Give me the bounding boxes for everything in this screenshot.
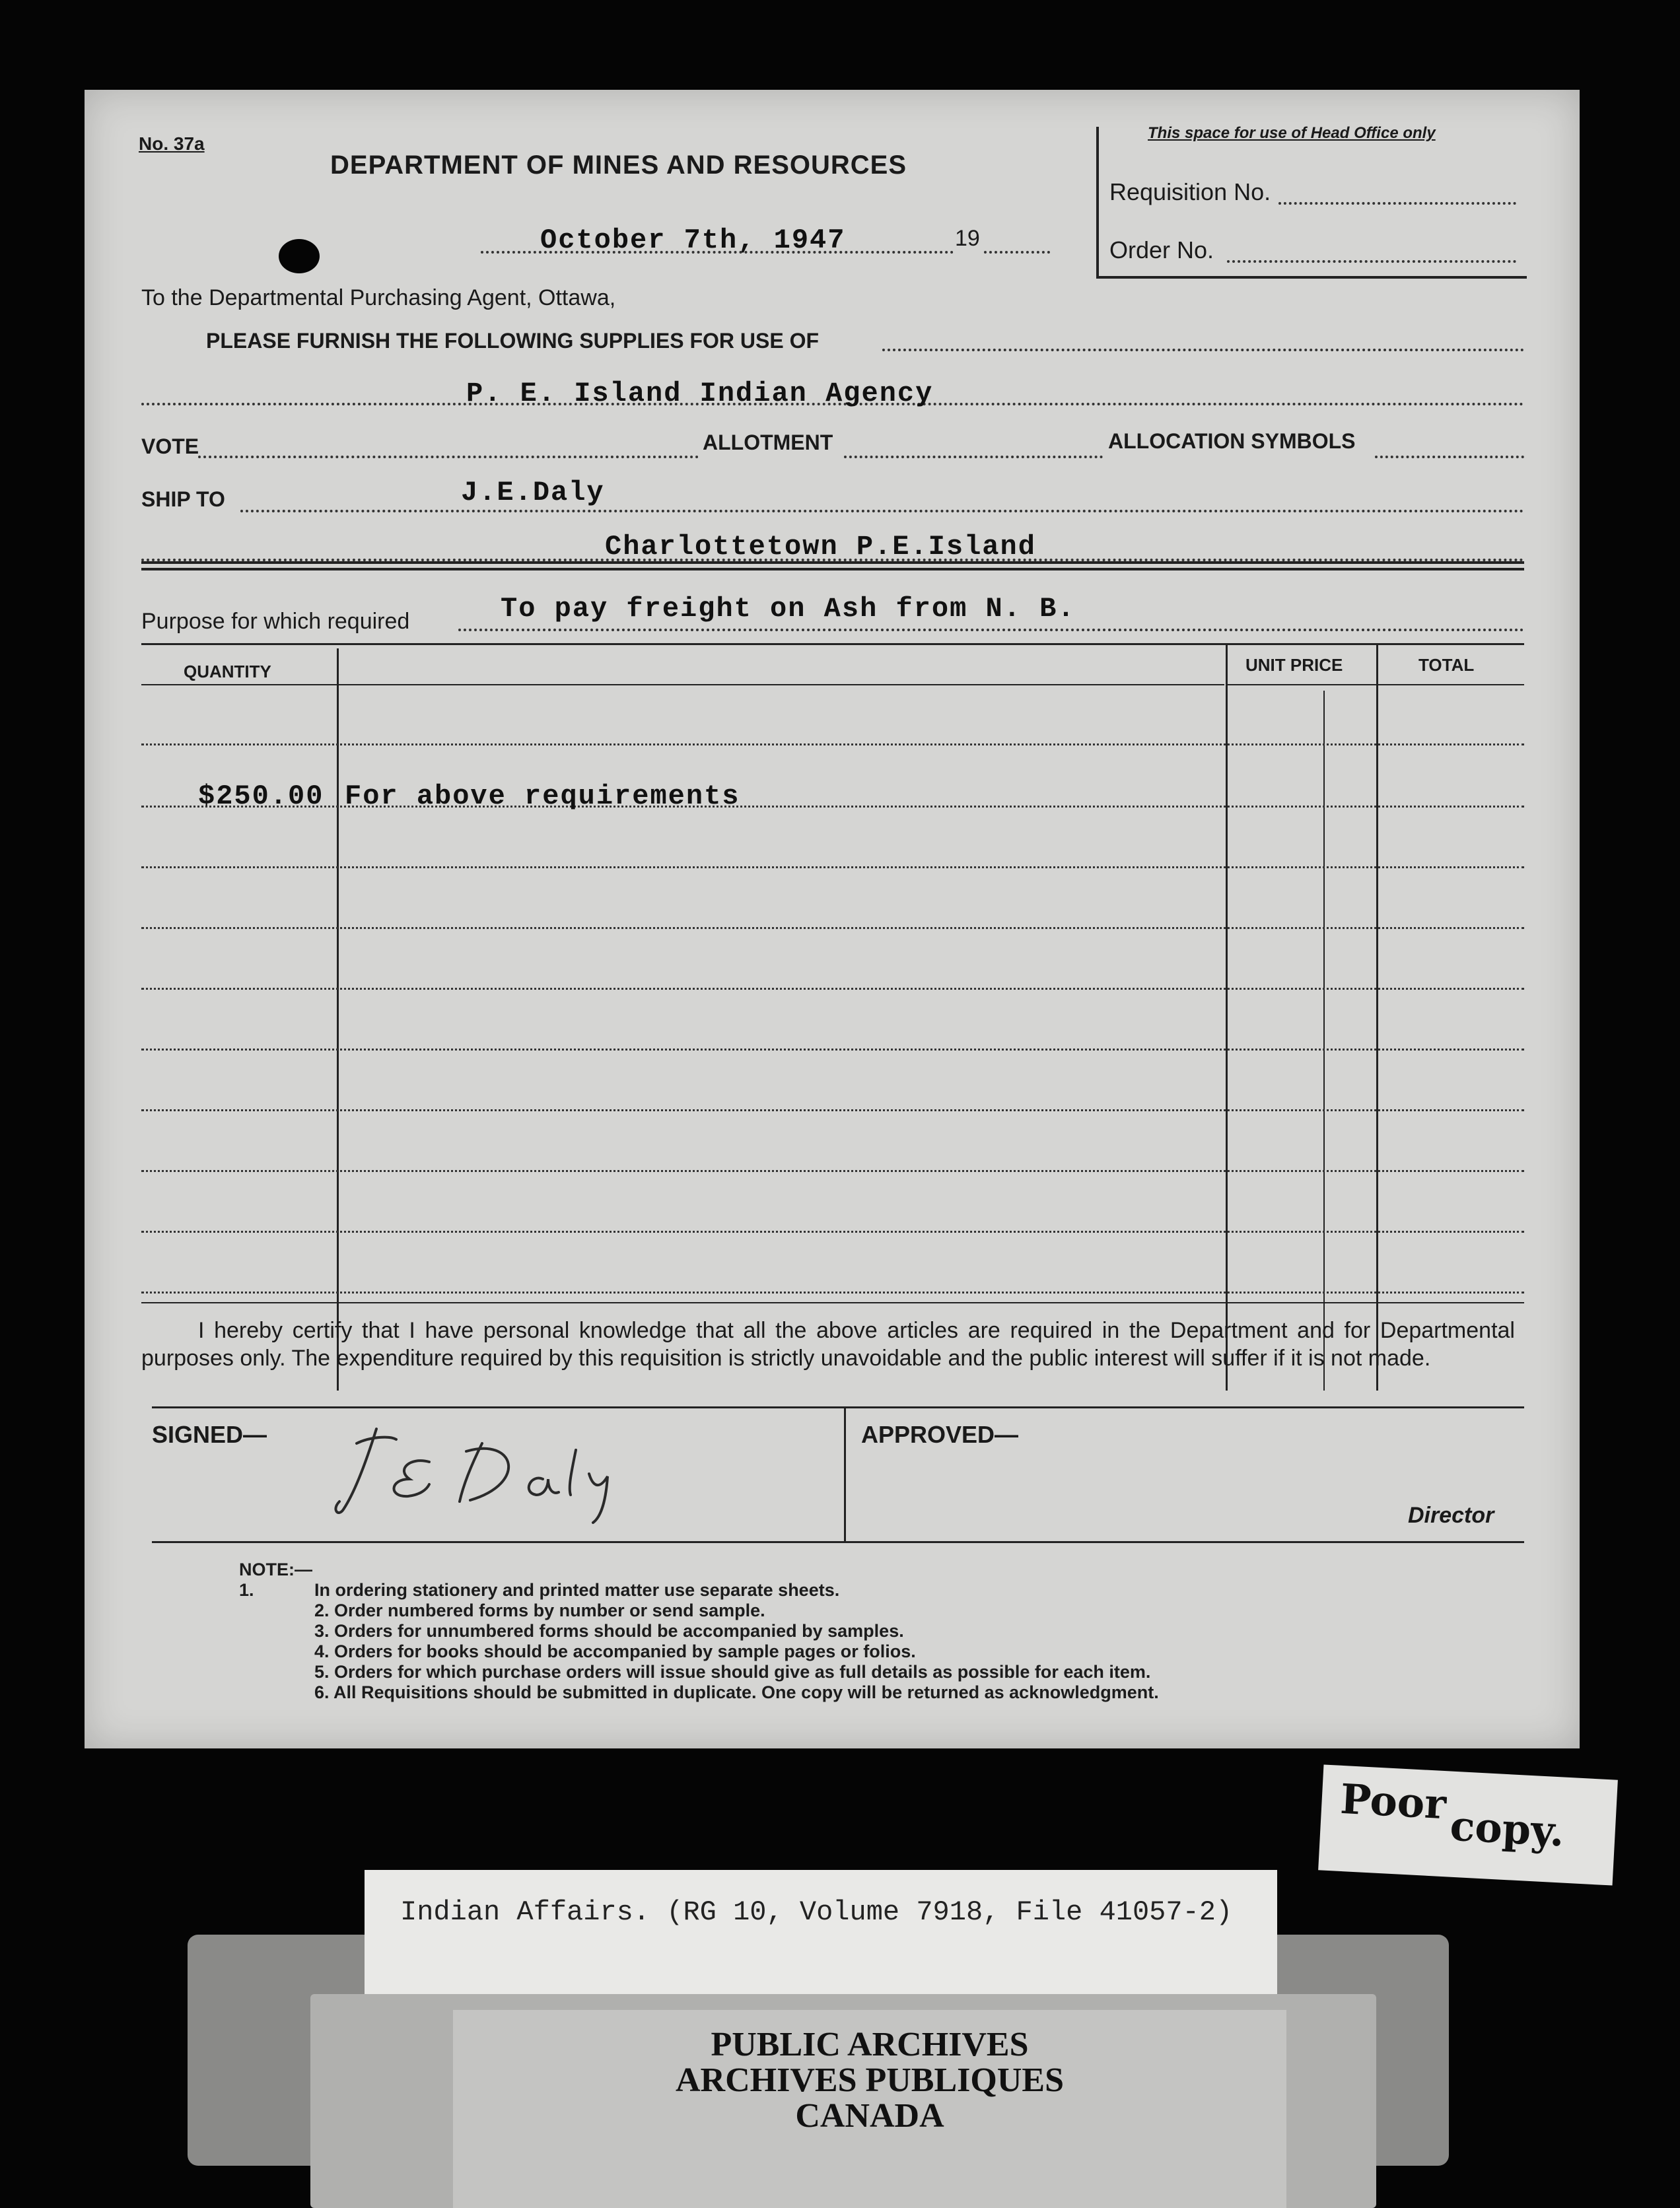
item-row-line <box>141 1049 1524 1051</box>
order-number-label: Order No. <box>1109 236 1214 263</box>
allotment-field <box>844 456 1103 458</box>
order-number-field <box>1227 260 1516 263</box>
requisition-number-label: Requisition No. <box>1109 178 1271 205</box>
item-row-line <box>141 1231 1524 1233</box>
department-title: DEPARTMENT OF MINES AND RESOURCES <box>330 151 907 180</box>
punch-hole <box>279 239 320 273</box>
note-item: In ordering stationery and printed matter use separate sheets. <box>314 1580 840 1600</box>
requisition-form <box>85 90 1580 1748</box>
table-header-rule-right <box>1227 684 1524 685</box>
furnish-label: PLEASE FURNISH THE FOLLOWING SUPPLIES FOR USE OF <box>206 329 820 353</box>
item-row-line <box>141 743 1524 745</box>
item-row-line <box>141 927 1524 929</box>
item-row-line <box>141 1170 1524 1172</box>
vote-label: VOTE <box>141 434 199 458</box>
note-item: 6. All Requisitions should be submitted in duplicate. One copy will be returned as acknowledgment. <box>314 1682 1159 1702</box>
total-column-divider <box>1376 643 1378 1391</box>
note-item: 4. Orders for books should be accompanied by sample pages or folios. <box>314 1641 916 1661</box>
notes-lead: NOTE:—1. <box>239 1560 312 1600</box>
unit-price-column-divider <box>1226 643 1228 1391</box>
table-top-rule <box>141 643 1524 645</box>
year-field-line <box>984 251 1050 254</box>
requisition-number-field <box>1278 202 1516 205</box>
handwritten-note-line-1: Poor <box>1339 1774 1448 1829</box>
archive-stamp <box>453 2027 1286 2134</box>
approved-label: APPROVED— <box>861 1421 1019 1448</box>
note-item: 2. Order numbered forms by number or send sample. <box>314 1601 765 1620</box>
archive-stamp-line-2: ARCHIVES PUBLIQUES <box>675 2061 1065 2099</box>
allotment-label: ALLOTMENT <box>703 431 833 454</box>
rule-top <box>141 561 1524 564</box>
handwritten-note-line-2: copy. <box>1448 1801 1566 1856</box>
column-header-total: TOTAL <box>1418 655 1475 675</box>
item-row-line <box>141 1109 1524 1111</box>
furnish-field-line <box>882 349 1524 351</box>
form-number: No. 37a <box>139 133 205 154</box>
signature-divider <box>844 1406 846 1541</box>
purpose-value: To pay freight on Ash from N. B. <box>501 593 1076 625</box>
notes <box>239 1560 1159 1703</box>
handwritten-note <box>1318 1764 1618 1885</box>
item-description: For above requirements <box>345 780 740 812</box>
allocation-symbols-field <box>1375 456 1524 458</box>
rule-top-2 <box>141 568 1524 570</box>
ship-to-name: J.E.Daly <box>461 477 605 508</box>
year-label: 19 <box>955 226 980 251</box>
item-row-line <box>141 1292 1524 1294</box>
quantity-column-divider <box>337 648 339 1391</box>
table-header-rule <box>141 684 1224 685</box>
ship-to-label: SHIP TO <box>141 487 225 511</box>
certification-text: I hereby certify that I have personal knowledge that all the above articles are required in the Department and for Departmental purposes only. The expenditure required by this requisition is strictly unavoidable and the public interest will suffer if it is not made. <box>141 1318 1515 1371</box>
note-item: 3. Orders for unnumbered forms should be accompanied by samples. <box>314 1621 904 1641</box>
archive-stamp-line-1: PUBLIC ARCHIVES <box>711 2026 1029 2063</box>
head-office-title: This space for use of Head Office only <box>1148 124 1436 142</box>
item-row-line <box>141 866 1524 868</box>
director-label: Director <box>1408 1503 1494 1528</box>
signed-label: SIGNED— <box>152 1421 267 1448</box>
item-quantity: $250.00 <box>198 780 324 812</box>
note-item: 5. Orders for which purchase orders will issue should give as full details as possible for each item. <box>314 1662 1151 1682</box>
furnish-value: P. E. Island Indian Agency <box>466 378 934 409</box>
table-bottom-rule <box>141 1302 1524 1303</box>
purchasing-agent-line: To the Departmental Purchasing Agent, Ottawa, <box>141 285 616 310</box>
vote-field <box>198 456 699 458</box>
signature-bottom-rule <box>152 1541 1524 1543</box>
purpose-label: Purpose for which required <box>141 609 410 634</box>
allocation-symbols-label: ALLOCATION SYMBOLS <box>1108 429 1356 453</box>
signature <box>330 1410 726 1529</box>
ship-to-city: Charlottetown P.E.Island <box>605 531 1036 563</box>
column-header-unit-price: UNIT PRICE <box>1245 655 1343 675</box>
item-row-line <box>141 988 1524 990</box>
unit-price-cents-divider <box>1323 691 1325 1391</box>
date-value: October 7th, 1947 <box>540 224 846 256</box>
signature-top-rule <box>152 1406 1524 1408</box>
archive-stamp-line-3: CANADA <box>795 2097 944 2135</box>
archive-reference: Indian Affairs. (RG 10, Volume 7918, File 41057-2) <box>400 1896 1233 1928</box>
column-header-quantity: QUANTITY <box>184 662 271 681</box>
purpose-field-line <box>458 629 1524 631</box>
ship-to-field-line <box>240 510 1524 512</box>
